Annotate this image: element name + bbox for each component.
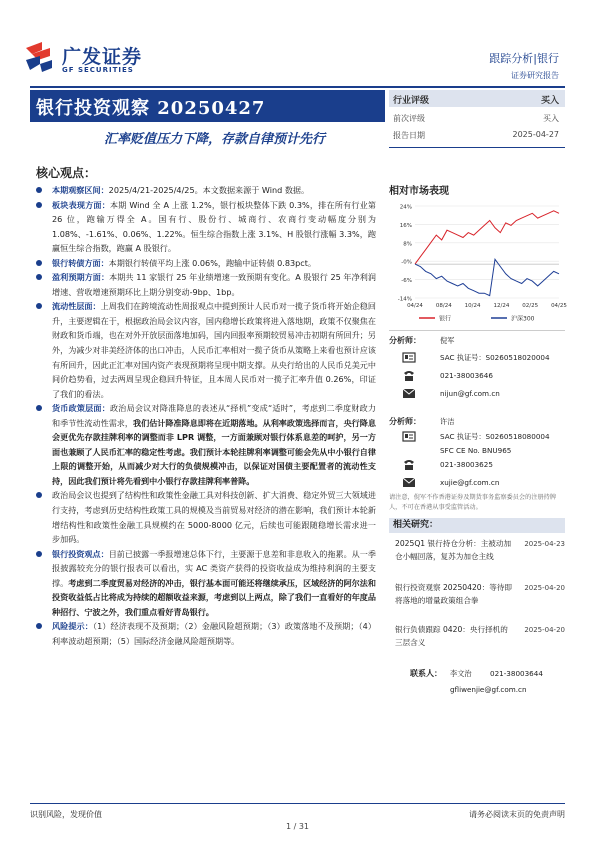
related-item-date: 2025-04-20 <box>524 626 565 634</box>
para-sector <box>36 198 376 256</box>
para-text: 政治局会议对降准降息的表述从“择机”变成“适时”，考虑到二季度财政力和季节性流动性需求， <box>52 403 376 428</box>
rating-value: 买入 <box>540 96 559 106</box>
bullet-icon <box>36 202 42 208</box>
para-convertible <box>36 256 376 271</box>
rating-label: 行业评级 <box>393 96 430 106</box>
para-text: 上周我们在跨境流动性周报观点中提到预计人民币对一揽子货币将开始企稳回升，主要逻辑在于，根据政治局会议内容，国内稳增长政策将进入落地期，政策不仅聚焦在财政和货币端，也在对外开放层面落地加码，国内回报率预期较贸易冲击初期有所回升；另外，为减少对非美经济体的出口冲击，人民币汇率相对一揽子货币从策略上来看也预计应该有所回升，因此正汇率对国内资产表现预期将呈现中期支撑。从央行给出的人民币兑美元中间价趋势看，过去两周呈现企稳回升特征，且本周人民币对一揽子汇率升值 0.26%，印证了我们的看法。 <box>52 301 376 399</box>
x-tick-label: 08/24 <box>435 303 452 309</box>
y-tick-label: 16% <box>399 222 412 229</box>
report-subtitle: 汇率贬值压力下降，存款自律预计先行 <box>104 132 326 147</box>
para-emphasis: 考虑到二季度贸易对经济的冲击，银行基本面可能还将继续承压，区域经济的阿尔法和投资收益低占比将成为持续的超额收益来源，考虑到以上两点，除了我们一直看好的年度品种招行、宁波之外，我们重点看好青岛银行。 <box>52 577 376 617</box>
para-lead: 货币政策层面： <box>52 403 111 414</box>
analyst1-name: 倪军 <box>440 336 455 345</box>
para-lead: 风险提示： <box>52 621 93 632</box>
y-tick-label: -6% <box>401 278 412 285</box>
report-date-label: 报告日期 <box>393 131 425 140</box>
related-item-text: 银行负债跟踪 0420：央行择机的三层含义 <box>395 625 508 647</box>
y-tick-label: 24% <box>399 204 412 211</box>
bullet-icon <box>36 623 42 629</box>
bullet-icon <box>36 260 42 266</box>
series-line-csi300 <box>415 259 559 295</box>
bullet-icon <box>36 492 42 498</box>
analyst-disclaimer: 请注意，倪军不作香港证券及期货事务监察委员会的注册持牌人，不可在香港从事受监管活动。 <box>389 494 557 511</box>
para-risk <box>36 619 376 648</box>
analyst1-phone: 021-38003646 <box>440 371 493 380</box>
phone-icon <box>402 369 416 382</box>
legend-label: 银行 <box>439 315 452 323</box>
para-lead: 本期观察区间： <box>52 185 109 195</box>
related-item-text: 银行投资观察 20250420：等待即将落地的增量政策组合拳 <box>395 583 513 605</box>
y-tick-label: -0% <box>401 259 412 266</box>
x-tick-label: 12/24 <box>493 303 510 309</box>
id-card-icon <box>402 351 416 364</box>
report-type: 证券研究报告 <box>511 71 559 80</box>
para-text: 本期 Wind 全 A 上涨 1.2%，银行板块整体下跌 0.3%，排在所有行业第 26 位，跑输万得全 A。国有行、股份行、城商行、农商行变动幅度分别为 1.08%、-1.61%、0.06%、1.22%。恒生综合指数上涨 3.1%、H 股银行涨幅 3.3%，跑赢恒生综合指数，跑赢 A 股银行。 <box>52 199 376 254</box>
bullet-icon <box>36 274 42 280</box>
para-text: 本期共 11 家银行 25 年业绩增速一致预期有变化。A 股银行 25 年净利润增速、营收增速预期环比上期分别变动-9bp、1bp。 <box>52 272 376 297</box>
para-lead: 盈利预期方面： <box>52 272 110 283</box>
para-lead: 银行投资观点： <box>52 548 109 559</box>
para-earnings <box>36 270 376 299</box>
analyst2-cert: SAC 执证号：S0260518080004 <box>440 432 550 441</box>
x-tick-label: 02/25 <box>522 303 539 309</box>
analyst1-role: 分析师： <box>389 336 421 345</box>
analyst2-sfc: SFC CE No. BNU965 <box>440 446 512 455</box>
x-tick-label: 10/24 <box>464 303 481 309</box>
related-heading: 相关研究： <box>389 518 565 533</box>
para-liquidity <box>36 299 376 401</box>
related-item-date: 2025-04-20 <box>524 584 565 592</box>
x-tick-label: 04/24 <box>407 303 423 309</box>
report-category: 跟踪分析|银行 <box>489 52 559 65</box>
analyst2-name: 许洁 <box>440 417 455 426</box>
footer-disclaimer-link[interactable]: 请务必阅读末页的免责声明 <box>469 810 565 819</box>
related-item[interactable] <box>395 582 565 607</box>
page-number: 1 / 31 <box>285 822 310 831</box>
email-icon <box>402 387 416 400</box>
report-title: 银行投资观察 20250427 <box>36 98 266 119</box>
prior-rating-value: 买入 <box>543 114 559 123</box>
contact-label: 联系人： <box>410 669 442 678</box>
para-text: 2025/4/21-2025/4/25。本文数据来源于 Wind 数据。 <box>108 185 310 195</box>
related-item-date: 2025-04-23 <box>524 540 565 548</box>
core-heading: 核心观点： <box>36 166 97 180</box>
core-body <box>36 183 376 649</box>
related-item[interactable] <box>395 538 565 563</box>
para-emphasis: 我们估计降准降息即将在近期落地。从利率政策选择而言，央行降息会更优先存款挂牌利率的调整而非 LPR 调整，一方面兼顾对银行体系息差的呵护，另一方面也兼顾了人民币汇率的稳定性考虑。我们预计本轮挂牌利率调整可能会先从中小银行自律上限的调整开始，从而减少对大行的负债规模冲击，以保证对国债主要配置者的流动性支持，因此我们预计将先看到中小银行存款挂牌利率普降。 <box>52 417 376 486</box>
footer-divider <box>30 803 565 804</box>
para-lead: 银行转债方面： <box>52 257 109 268</box>
para-text: 目前已披露一季报增速总体下行，主要源于息差和非息收入的拖累。从一季报披露较充分的银行报表可以看出，实 AC 类资产获得的投资收益成为维持利润的主要支撑。 <box>52 548 376 588</box>
chart-divider <box>389 330 565 331</box>
para-structural <box>36 488 376 546</box>
para-lead: 板块表现方面： <box>52 199 110 210</box>
analyst1-cert: SAC 执证号：S0260518020004 <box>440 353 550 362</box>
related-item[interactable] <box>395 624 565 649</box>
gf-logo-icon <box>22 40 56 74</box>
analyst2-email: xujie@gf.com.cn <box>440 478 500 487</box>
bullet-icon <box>36 405 42 411</box>
email-icon <box>402 476 416 489</box>
relative-performance-chart <box>389 198 565 326</box>
market-chart-title: 相对市场表现 <box>389 186 449 197</box>
footer-slogan: 识别风险，发现价值 <box>30 810 102 819</box>
para-text: 本期银行转债平均上涨 0.06%，跑输中证转债 0.83pct。 <box>108 257 317 268</box>
contact-phone: 021-38003644 <box>490 669 543 678</box>
brand-name-en: GF SECURITIES <box>62 66 134 74</box>
analyst2-phone: 021-38003625 <box>440 460 493 469</box>
para-text: 政治局会议也提到了结构性和政策性金融工具对科技创新、扩大消费、稳定外贸三大领域进行支持，考虑到历史结构性政策工具的规模及当前贸易对经济的潜在影响，我们预计本轮新增结构性和政策性金融工具规模约在 5000-8000 亿元，后续也可能跟随稳增长需求进一步加码。 <box>52 490 376 545</box>
para-lead: 流动性层面： <box>52 301 101 312</box>
para-text: （1）经济表现不及预期；（2）金融风险超预期；（3）政策落地不及预期；（4）利率波动超预期；（5）国际经济金融风险超预期等。 <box>52 621 376 646</box>
analyst2-role: 分析师： <box>389 417 421 426</box>
y-tick-label: 8% <box>403 241 412 248</box>
bullet-icon <box>36 551 42 557</box>
para-investment-view <box>36 547 376 620</box>
bullet-icon <box>36 303 42 309</box>
legend-label: 沪深300 <box>511 315 535 323</box>
x-tick-label: 04/25 <box>551 303 567 309</box>
rating-divider <box>389 147 565 148</box>
id-card-icon <box>402 430 416 443</box>
analyst1-email: nijun@gf.com.cn <box>440 389 500 398</box>
prior-rating-label: 前次评级 <box>393 114 425 123</box>
related-item-text: 2025Q1 银行持仓分析：主被动加仓小幅回落，复苏为加仓主线 <box>395 539 512 561</box>
y-tick-label: -14% <box>397 296 412 303</box>
series-line-bank <box>415 211 559 264</box>
contact-email: gfliwenjie@gf.com.cn <box>450 685 527 694</box>
bullet-icon <box>36 187 42 193</box>
phone-icon <box>402 458 416 471</box>
para-monetary <box>36 401 376 488</box>
report-date-value: 2025-04-27 <box>512 130 559 139</box>
para-period <box>36 183 376 198</box>
header-divider <box>30 86 565 88</box>
contact-name: 李文治 <box>450 669 472 678</box>
brand-name-cn: 广发证券 <box>62 46 143 68</box>
